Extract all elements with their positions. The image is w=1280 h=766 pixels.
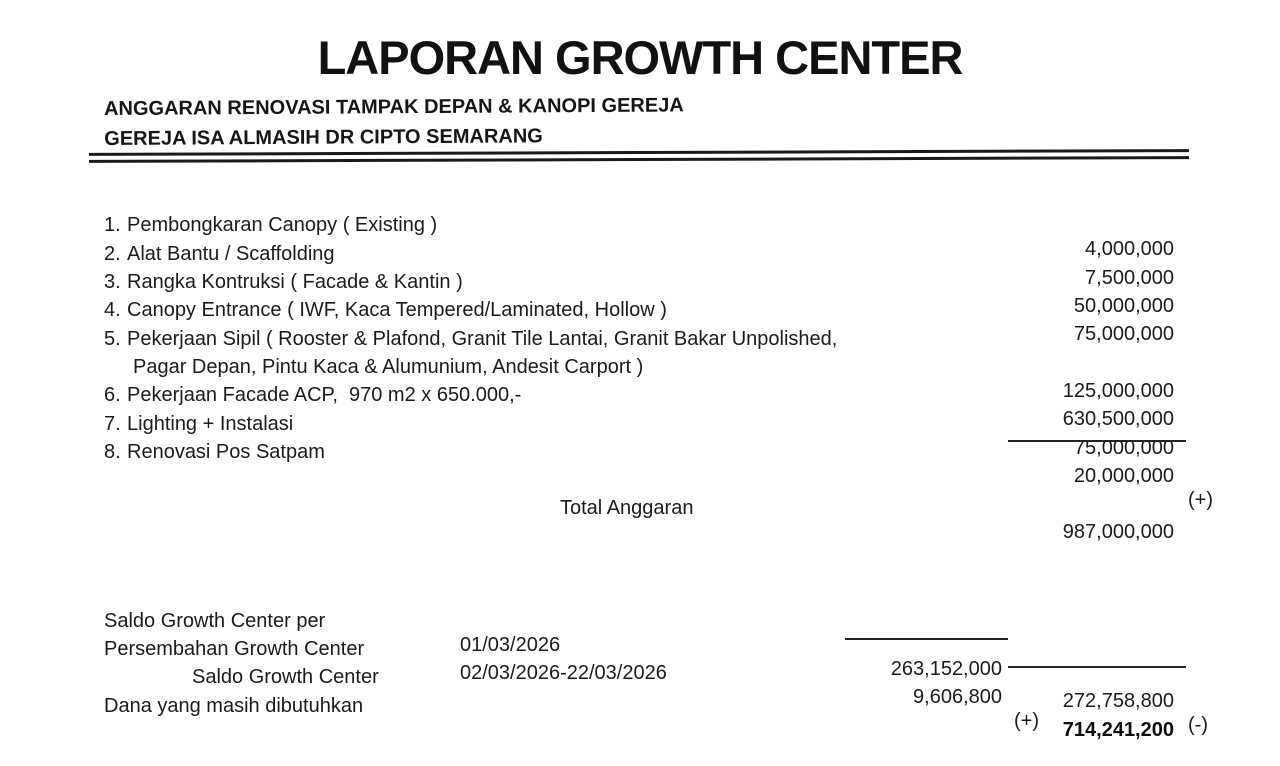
subtitle-line-1: ANGGARAN RENOVASI TAMPAK DEPAN & KANOPI GEREJA (104, 94, 684, 120)
item-amount: 50,000,000 (1073, 295, 1174, 317)
item-amount: 20,000,000 (1073, 465, 1174, 487)
item-number: 8. (104, 441, 121, 463)
document-subtitle-block (104, 94, 684, 151)
final-amount: 714,241,200 (1062, 719, 1174, 741)
item-text: Rangka Kontruksi ( Facade & Kantin ) (127, 271, 463, 293)
item-number: 6. (104, 384, 121, 406)
item-text: Pekerjaan Facade ACP, 970 m2 x 650.000,- (127, 384, 522, 406)
summary-label: Dana yang masih dibutuhkan (104, 695, 364, 717)
subtitle-line-2: GEREJA ISA ALMASIH DR CIPTO SEMARANG (104, 125, 543, 150)
summary-sum-rule-a (845, 638, 1008, 640)
item-amount: 4,000,000 (1085, 238, 1174, 260)
item-number: 3. (104, 271, 121, 293)
total-amount: 987,000,000 (1062, 521, 1174, 543)
summary-label: Saldo Growth Center per (104, 610, 326, 632)
item-text: Pekerjaan Sipil ( Rooster & Plafond, Granit Tile Lantai, Granit Bakar Unpolished, (127, 328, 838, 350)
total-label: Total Anggaran (560, 497, 694, 519)
header-rule (89, 149, 1189, 163)
item-amount: 630,500,000 (1062, 408, 1174, 430)
item-amount: 75,000,000 (1073, 437, 1174, 459)
summary-sum-rule-b (1008, 666, 1186, 668)
item-text: Renovasi Pos Satpam (127, 441, 325, 463)
item-text: Lighting + Instalasi (127, 413, 294, 435)
summary-date: 02/03/2026-22/03/2026 (460, 662, 667, 684)
item-number: 5. (104, 328, 121, 350)
item-text: Pembongkaran Canopy ( Existing ) (127, 214, 438, 236)
summary-date: 01/03/2026 (460, 634, 561, 656)
minus-sign: (-) (1188, 714, 1208, 736)
item-amount: 75,000,000 (1073, 323, 1174, 345)
plus-sign: (+) (1188, 489, 1213, 511)
item-amount: 7,500,000 (1085, 267, 1174, 289)
summary-amount: 272,758,800 (1062, 690, 1174, 712)
total-row (0, 472, 1280, 543)
item-text-continued: Pagar Depan, Pintu Kaca & Alumunium, Andesit Carport ) (133, 356, 644, 378)
summary-amount: 263,152,000 (890, 658, 1002, 680)
item-label (104, 440, 325, 464)
report-title: LAPORAN GROWTH CENTER (317, 31, 963, 84)
plus-sign: (+) (1014, 710, 1039, 732)
item-number: 2. (104, 243, 121, 265)
summary-label: Persembahan Growth Center (104, 638, 365, 660)
item-amount: 125,000,000 (1062, 380, 1174, 402)
item-number: 1. (104, 214, 121, 236)
item-number: 4. (104, 299, 121, 321)
item-text: Alat Bantu / Scaffolding (127, 243, 335, 265)
items-sum-rule (1008, 440, 1186, 442)
item-text: Canopy Entrance ( IWF, Kaca Tempered/Laminated, Hollow ) (127, 299, 667, 321)
item-number: 7. (104, 413, 121, 435)
summary-amount: 9,606,800 (913, 686, 1002, 708)
summary-label: Saldo Growth Center (192, 666, 379, 688)
